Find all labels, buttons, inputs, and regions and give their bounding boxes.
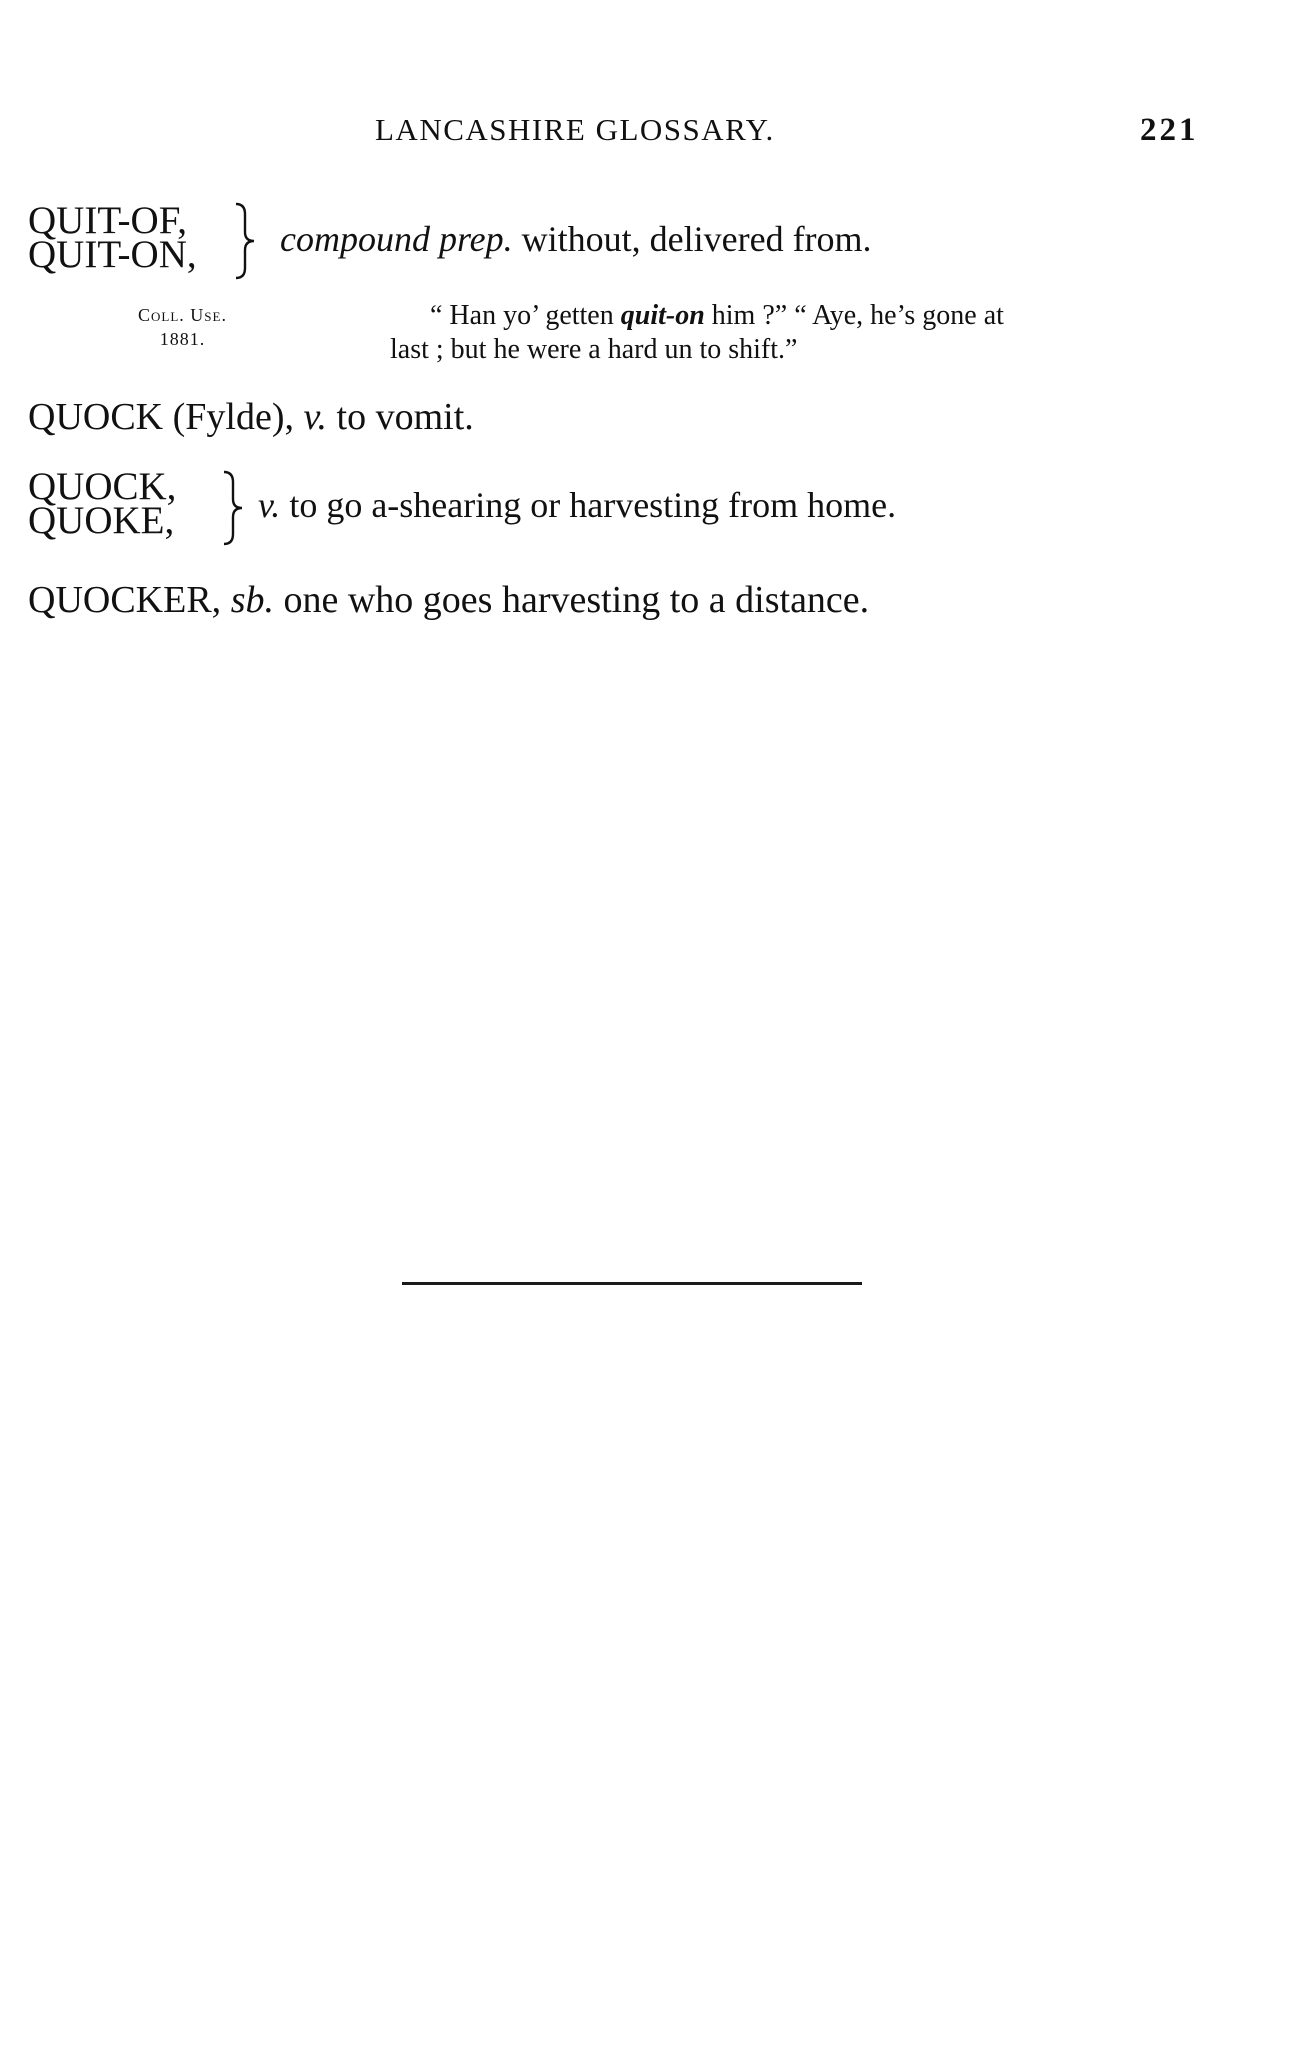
headword: QUOCK, xyxy=(28,465,177,508)
section-end-rule xyxy=(402,1282,862,1285)
citation-quote xyxy=(390,299,1004,367)
quote-line: “ Han yo’ getten quit-on him ?” “ Aye, he’s gone at xyxy=(430,300,1004,331)
entry-quocker xyxy=(28,578,869,622)
headword: QUOKE, xyxy=(28,499,175,542)
page-number: 221 xyxy=(1140,112,1199,148)
gloss: one who goes harvesting to a distance. xyxy=(283,579,870,621)
headword-group xyxy=(28,199,197,276)
headword: QUOCKER, xyxy=(28,579,222,621)
part-of-speech: v. xyxy=(303,396,328,438)
headword-group xyxy=(28,465,177,542)
part-of-speech: v. xyxy=(258,485,281,525)
headword: QUIT-ON, xyxy=(28,233,197,276)
part-of-speech: compound prep. xyxy=(280,219,513,259)
quote-line: last ; but he were a hard un to shift.” xyxy=(390,334,798,365)
brace-icon xyxy=(230,200,260,282)
part-of-speech: sb. xyxy=(230,579,274,621)
headword: QUIT-OF, xyxy=(28,199,188,242)
headword: QUOCK xyxy=(28,396,164,438)
gloss: to vomit. xyxy=(336,396,474,438)
citation-source: Coll. Use. 1881. xyxy=(138,305,227,349)
gloss: without, delivered from. xyxy=(521,219,872,259)
definition xyxy=(280,218,872,260)
brace-icon xyxy=(218,468,248,548)
definition xyxy=(258,484,896,526)
region-label: (Fylde), xyxy=(172,396,294,438)
running-head: LANCASHIRE GLOSSARY. xyxy=(375,112,775,147)
entry-quock-fylde xyxy=(28,395,474,439)
gloss: to go a-shearing or harvesting from home. xyxy=(289,485,897,525)
